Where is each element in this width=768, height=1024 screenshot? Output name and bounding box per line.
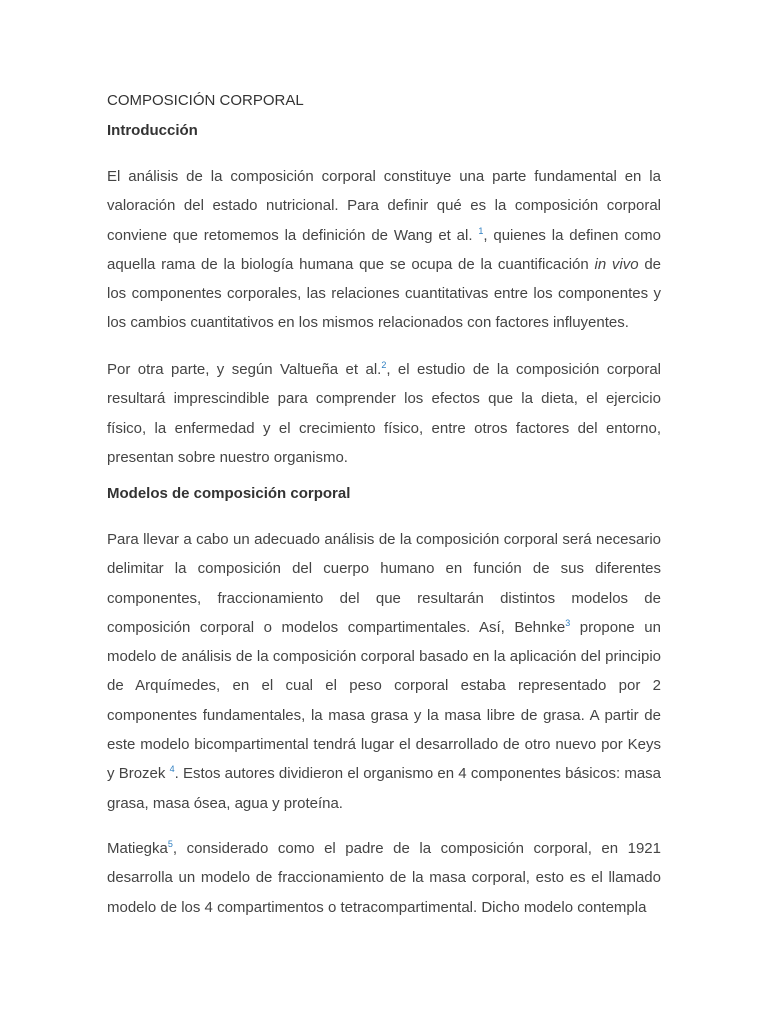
paragraph-text: El análisis de la composición corporal constituye una parte fundamental en la valoración del estado nutricional. Para definir qué es la composición corporal conviene que retomemos la definición de Wang et al.: [107, 168, 661, 244]
paragraph-text: , considerado como el padre de la composición corporal, en 1921 desarrolla un modelo de fraccionamiento de la masa corporal, esto es el llamado modelo de los 4 compartimentos o tetracompartimental. Dicho modelo contempla: [107, 840, 661, 916]
reference-link-2[interactable]: 2: [381, 360, 387, 370]
paragraph-intro-definition: [107, 162, 661, 338]
italic-term: in vivo: [594, 255, 639, 273]
section-heading-introduction: Introducción: [107, 122, 198, 139]
section-heading-models: Modelos de composición corporal: [107, 485, 351, 502]
reference-link-5[interactable]: 5: [167, 839, 173, 849]
paragraph-text: Por otra parte, y según Valtueña et al.: [107, 361, 382, 378]
paragraph-text: , quienes la definen como aquella rama de la biología humana que se ocupa de la cuantificación: [107, 226, 661, 273]
paragraph-text: . Estos autores dividieron el organismo en 4 componentes básicos: masa grasa, masa ósea, agua y proteína.: [107, 765, 662, 812]
paragraph-models-matiegka: [107, 834, 661, 922]
paragraph-text: propone un modelo de análisis de la composición corporal basado en la aplicación del principio de Arquímedes, en el cual el peso corporal estaba representado por 2 componentes fundamentales, la masa grasa y la masa libre de grasa. A partir de este modelo bicompartimental tendrá lugar el desarrollado de otro nuevo por Keys y Brozek: [107, 618, 661, 783]
paragraph-text: , el estudio de la composición corporal resultará imprescindible para comprender los efectos que la dieta, el ejercicio físico, la enfermedad y el crecimiento físico, entre otros factores del entorno, presentan sobre nuestro organismo.: [107, 361, 662, 466]
reference-link-4[interactable]: 4: [169, 764, 175, 775]
reference-link-1[interactable]: 1: [478, 225, 484, 236]
reference-link-3[interactable]: 3: [565, 617, 571, 628]
document-title: COMPOSICIÓN CORPORAL: [107, 92, 304, 109]
paragraph-text: de los componentes corporales, las relaciones cuantitativas entre los componentes y los cambios cuantitativos en los mismos relacionados con factores influyentes.: [107, 255, 661, 332]
paragraph-text: Para llevar a cabo un adecuado análisis de la composición corporal será necesario delimitar la composición del cuerpo humano en función de sus diferentes componentes, fraccionamiento del que resultarán distintos modelos de composición corporal o modelos compartimentales. Así, Behnke: [107, 531, 661, 636]
paragraph-models-behnke: [107, 525, 661, 818]
paragraph-text: Matiegka: [107, 840, 168, 857]
paragraph-intro-importance: [107, 355, 661, 472]
